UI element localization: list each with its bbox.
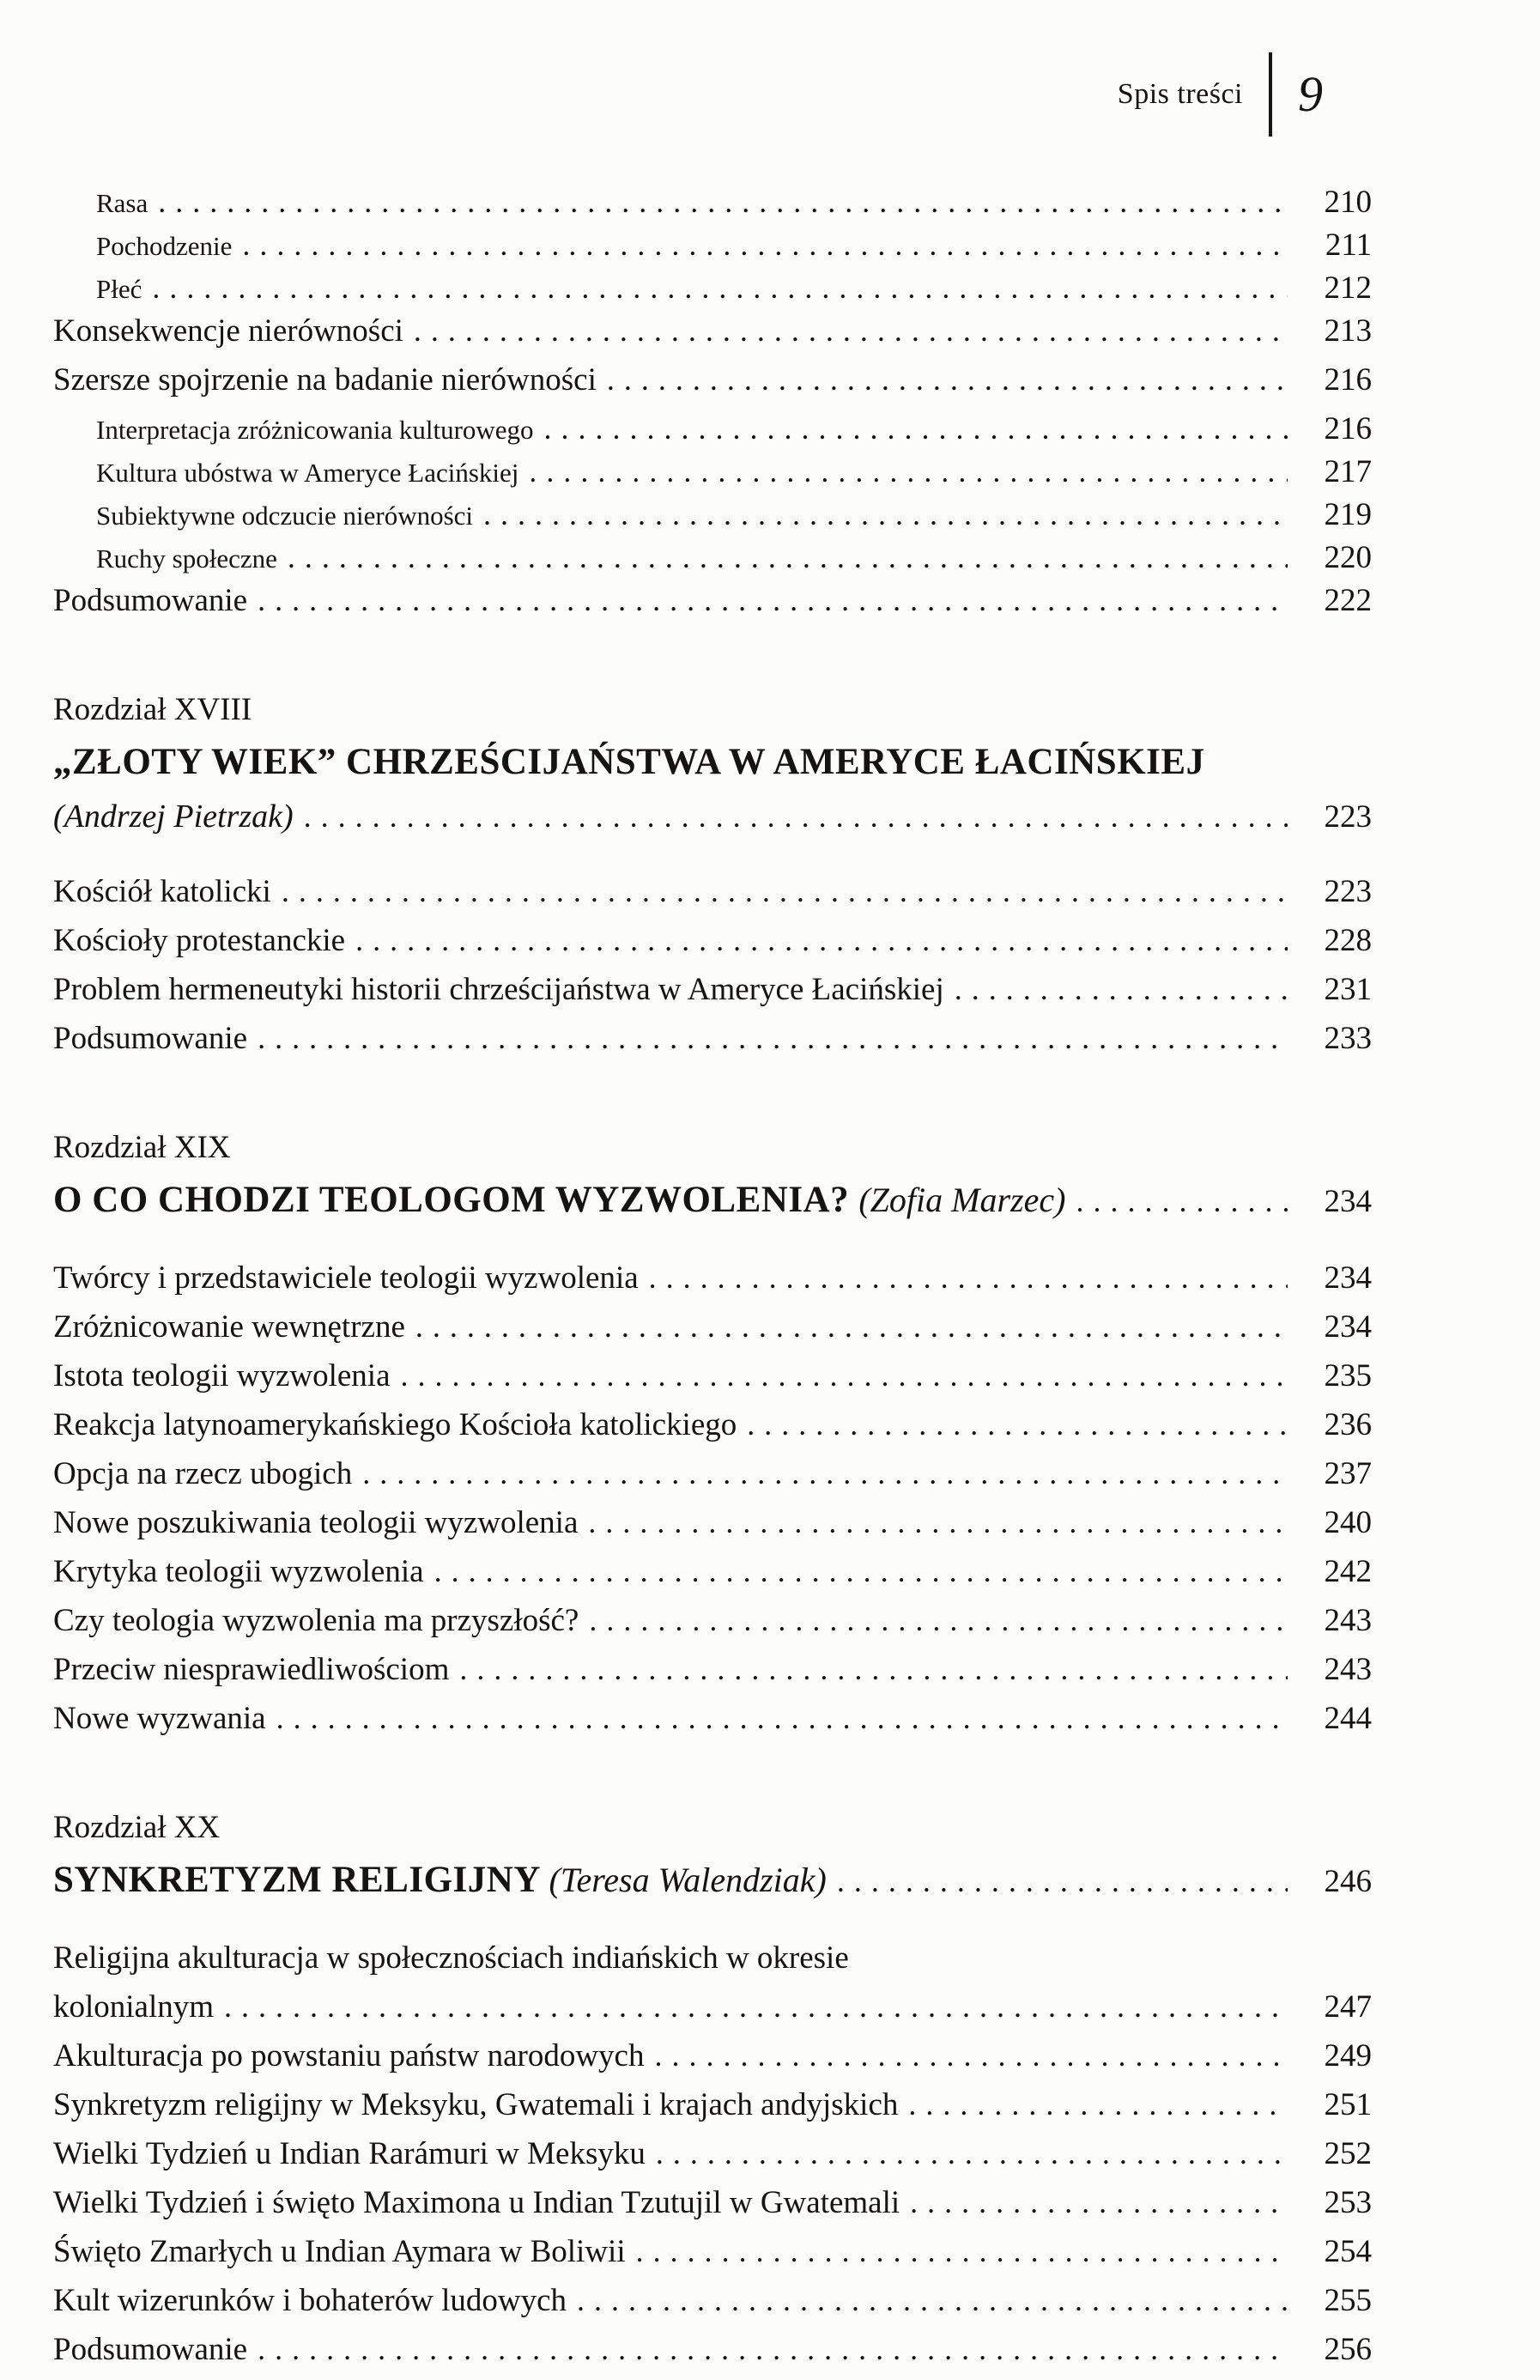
text-segment: Płeć: [96, 274, 142, 304]
text-segment: Kościoły protestanckie: [53, 923, 346, 958]
entry-label: [53, 2184, 900, 2221]
toc-entry: [53, 313, 1372, 361]
folio-page-number: 9: [1298, 66, 1323, 122]
section-inequality-tail: [53, 184, 1372, 631]
text-segment: Święto Zmarłych u Indian Aymara w Boliwii: [53, 2234, 626, 2269]
text-segment: Rozdział XIX: [53, 1130, 231, 1165]
text-segment: Podsumowanie: [53, 583, 248, 618]
chapter-title-line: [53, 741, 1372, 798]
toc-entry: [53, 1988, 1372, 2037]
text-segment: Podsumowanie: [53, 2332, 248, 2367]
page-number: 228: [1324, 923, 1372, 958]
toc-entry: [53, 453, 1372, 496]
dot-leader: [910, 2184, 1288, 2220]
text-segment: Interpretacja zróżnicowania kulturowego: [96, 415, 534, 445]
text-segment: Kościół katolicki: [53, 874, 271, 909]
dot-leader: [224, 1988, 1288, 2025]
entry-label: [53, 2135, 646, 2172]
toc-entry: [53, 2282, 1372, 2331]
text-segment: Wielki Tydzień u Indian Rarámuri w Meksyku: [53, 2136, 646, 2171]
toc-entry: [53, 922, 1372, 971]
page-number: 247: [1324, 1989, 1372, 2025]
dot-leader: [288, 539, 1288, 575]
page-number: 219: [1324, 497, 1372, 532]
dot-leader: [276, 1700, 1288, 1736]
entry-label: [53, 361, 597, 398]
toc-entry: [53, 1406, 1372, 1455]
text-segment: kolonialnym: [53, 1989, 215, 2025]
page-number: 240: [1324, 1505, 1372, 1540]
page-number: 223: [1324, 799, 1372, 835]
page-number: 237: [1324, 1456, 1372, 1491]
entry-label: [96, 188, 148, 219]
toc-entry: [53, 1553, 1372, 1602]
dot-leader: [908, 2086, 1288, 2122]
text-segment: Wielki Tydzień i święto Maximona u Indian Tzutujil w Gwatemali: [53, 2185, 900, 2220]
toc-entry: [53, 1020, 1372, 1069]
dot-leader: [152, 270, 1288, 306]
entry-label: [53, 2282, 567, 2319]
text-segment: Subiektywne odczucie nierówności: [96, 501, 474, 531]
dot-leader: [577, 2282, 1288, 2318]
entry-label: [53, 1260, 639, 1296]
entry-label: [53, 1357, 391, 1394]
entry-label: [96, 543, 277, 574]
page-number: 234: [1324, 1309, 1372, 1345]
running-header: [53, 43, 1372, 146]
toc-entry: [53, 971, 1372, 1020]
text-segment: Religijna akulturacja w społecznościach indiańskich w okresie: [53, 1940, 849, 1976]
text-segment: „ZŁOTY WIEK” CHRZEŚCIJAŃSTWA W AMERYCE ŁACIŃSKIEJ: [53, 742, 1205, 782]
toc-entry: [53, 1455, 1372, 1504]
toc-entry: [53, 873, 1372, 922]
entry-label: [96, 501, 473, 531]
chapter-title-line: [53, 1859, 1372, 1916]
page-number: 249: [1324, 2038, 1372, 2073]
text-segment: Akulturacja po powstaniu państw narodowych: [53, 2038, 645, 2073]
page-number: 212: [1324, 270, 1372, 306]
entry-label: [53, 1308, 405, 1345]
text-segment: Rozdział XVIII: [53, 692, 252, 727]
page-number: 220: [1324, 540, 1372, 575]
page-number: 235: [1324, 1358, 1372, 1393]
entry-label: [53, 1020, 247, 1057]
table-of-contents: [53, 184, 1372, 2380]
text-segment: Ruchy społeczne: [96, 543, 277, 574]
toc-entry: [53, 496, 1372, 539]
text-segment: SYNKRETYZM RELIGIJNY: [53, 1860, 549, 1900]
entry-label: [53, 2037, 644, 2074]
dot-leader: [529, 453, 1288, 489]
text-segment: Synkretyzm religijny w Meksyku, Gwatemali i krajach andyjskich: [53, 2087, 899, 2122]
entry-label: [96, 274, 142, 305]
chapter-number-line: [53, 1809, 1372, 1859]
chapter-number-line: [53, 691, 1372, 741]
chapter-20: [53, 1809, 1372, 2380]
toc-entry: [53, 410, 1372, 453]
entry-label: [53, 1651, 449, 1688]
entry-label: [53, 1988, 214, 2025]
dot-leader: [355, 922, 1288, 958]
toc-entry: [53, 2037, 1372, 2086]
toc-entry: [53, 270, 1372, 313]
dot-leader: [459, 1651, 1288, 1687]
toc-entry: [53, 2233, 1372, 2282]
dot-leader: [747, 1406, 1288, 1442]
page-number: 242: [1324, 1554, 1372, 1589]
text-segment: Przeciw niesprawiedliwościom: [53, 1652, 450, 1687]
text-segment: Nowe poszukiwania teologii wyzwolenia: [53, 1505, 579, 1540]
text-segment: Nowe wyzwania: [53, 1701, 266, 1736]
toc-entry: [53, 2135, 1372, 2184]
entry-label: [96, 415, 534, 446]
entry-label: [96, 458, 518, 489]
dot-leader: [304, 798, 1288, 835]
page-number: 216: [1324, 411, 1372, 446]
text-segment: Istota teologii wyzwolenia: [53, 1358, 391, 1393]
entry-label: [53, 971, 944, 1008]
dot-leader: [636, 2233, 1288, 2269]
page-number: 255: [1324, 2283, 1372, 2318]
dot-leader: [837, 1863, 1288, 1899]
page-number: 231: [1324, 972, 1372, 1007]
page-number: 216: [1324, 362, 1372, 398]
text-segment: (Andrzej Pietrzak): [53, 798, 294, 835]
entry-label: [53, 1553, 424, 1590]
dot-leader: [544, 410, 1288, 446]
toc-entry: [53, 539, 1372, 582]
text-segment: Twórcy i przedstawiciele teologii wyzwolenia: [53, 1260, 639, 1296]
toc-entry: [53, 1357, 1372, 1406]
chapter-number-line: [53, 1129, 1372, 1179]
page-number: 251: [1324, 2087, 1372, 2122]
dot-leader: [589, 1602, 1288, 1638]
page-number: 236: [1324, 1407, 1372, 1442]
dot-leader: [362, 1455, 1288, 1491]
page-number: 210: [1324, 185, 1372, 220]
page-number: 217: [1324, 454, 1372, 489]
entry-label: [53, 1406, 737, 1443]
dot-leader: [588, 1504, 1288, 1540]
dot-leader: [258, 1020, 1288, 1056]
header-divider-rule: [1269, 52, 1272, 137]
page-number: 252: [1324, 2136, 1372, 2171]
entry-label: [53, 1859, 827, 1901]
dot-leader: [434, 1553, 1288, 1589]
page-number: 211: [1325, 228, 1372, 263]
dot-leader: [1076, 1183, 1288, 1219]
entry-label: [53, 691, 252, 728]
entry-label: [53, 313, 403, 349]
text-segment: Rasa: [96, 188, 149, 218]
entry-label: [96, 231, 232, 262]
toc-entry: [53, 2331, 1372, 2380]
page-number: 234: [1324, 1184, 1372, 1219]
page-number: 253: [1324, 2185, 1372, 2220]
page-number: 213: [1324, 313, 1372, 349]
toc-entry: [53, 227, 1372, 270]
text-segment: Czy teologia wyzwolenia ma przyszłość?: [53, 1603, 579, 1638]
text-segment: Problem hermeneutyki historii chrześcijaństwa w Ameryce Łacińskiej: [53, 972, 944, 1007]
toc-entry: [53, 2086, 1372, 2135]
dot-leader: [654, 2037, 1288, 2073]
entry-label: [53, 1700, 266, 1737]
dot-leader: [258, 2331, 1288, 2367]
toc-entry: [53, 184, 1372, 227]
chapter-author-line: [53, 798, 1372, 849]
running-title: Spis treści: [1117, 78, 1243, 110]
text-segment: (Teresa Walendziak): [549, 1861, 827, 1899]
dot-leader: [282, 873, 1288, 909]
page-number: 244: [1324, 1701, 1372, 1736]
entry-label: [53, 873, 271, 910]
entry-label: [53, 1129, 231, 1166]
page-number: 243: [1324, 1652, 1372, 1687]
text-segment: Krytyka teologii wyzwolenia: [53, 1554, 424, 1589]
text-segment: Opcja na rzecz ubogich: [53, 1456, 353, 1491]
toc-entry: [53, 1504, 1372, 1553]
toc-entry: [53, 1700, 1372, 1749]
page-number: 243: [1324, 1603, 1372, 1638]
entry-label: [53, 582, 247, 619]
entry-label: [53, 1179, 1065, 1221]
toc-entry: [53, 1651, 1372, 1700]
page-number: 234: [1324, 1260, 1372, 1296]
text-segment: Podsumowanie: [53, 1021, 248, 1056]
dot-leader: [414, 313, 1288, 349]
dot-leader: [158, 184, 1288, 220]
page-number: 233: [1324, 1021, 1372, 1056]
entry-label: [53, 1504, 578, 1541]
entry-label: [53, 1809, 220, 1846]
toc-entry: [53, 1940, 1372, 1988]
toc-entry: [53, 2184, 1372, 2233]
dot-leader: [401, 1357, 1288, 1393]
text-segment: Rozdział XX: [53, 1810, 221, 1845]
dot-leader: [656, 2135, 1288, 2171]
entry-label: [53, 1940, 849, 1976]
toc-entry: [53, 582, 1372, 631]
page-number: 222: [1324, 583, 1372, 618]
chapter-title-line: [53, 1179, 1372, 1236]
text-segment: Reakcja latynoamerykańskiego Kościoła katolickiego: [53, 1407, 737, 1442]
page-number: 246: [1324, 1864, 1372, 1899]
dot-leader: [955, 971, 1288, 1007]
entry-label: [53, 1455, 352, 1492]
text-segment: Kult wizerunków i bohaterów ludowych: [53, 2283, 567, 2318]
entry-label: [53, 798, 294, 835]
toc-entry: [53, 1308, 1372, 1357]
entry-label: [53, 2086, 898, 2123]
page-number: 256: [1324, 2332, 1372, 2367]
text-segment: Zróżnicowanie wewnętrzne: [53, 1309, 405, 1345]
dot-leader: [258, 582, 1288, 618]
dot-leader: [483, 496, 1288, 532]
page-number: 223: [1324, 874, 1372, 909]
text-segment: (Zofia Marzec): [858, 1181, 1066, 1219]
entry-label: [53, 1602, 579, 1639]
toc-entry: [53, 1260, 1372, 1308]
chapter-18: [53, 691, 1372, 1069]
toc-entry: [53, 1602, 1372, 1651]
entry-label: [53, 741, 1205, 783]
dot-leader: [415, 1308, 1288, 1345]
dot-leader: [607, 361, 1288, 398]
text-segment: O CO CHODZI TEOLOGOM WYZWOLENIA?: [53, 1180, 859, 1220]
page-number: 254: [1324, 2234, 1372, 2269]
dot-leader: [649, 1260, 1288, 1296]
toc-entry: [53, 361, 1372, 410]
entry-label: [53, 922, 345, 959]
dot-leader: [242, 227, 1288, 263]
text-segment: Pochodzenie: [96, 231, 233, 261]
text-segment: Konsekwencje nierówności: [53, 313, 403, 349]
text-segment: Kultura ubóstwa w Ameryce Łacińskiej: [96, 458, 519, 488]
entry-label: [53, 2331, 247, 2368]
chapter-19: [53, 1129, 1372, 1749]
entry-label: [53, 2233, 626, 2270]
text-segment: Szersze spojrzenie na badanie nierówności: [53, 362, 597, 398]
